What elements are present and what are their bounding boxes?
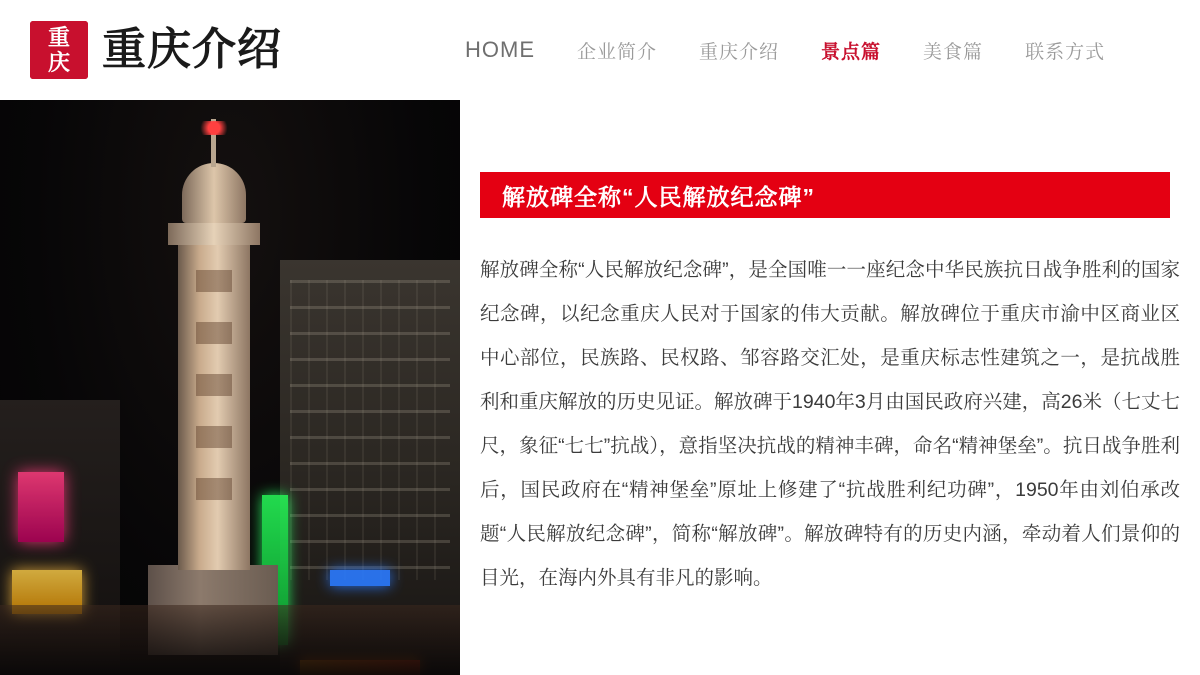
street-crowd: [0, 605, 460, 675]
seal-icon: [30, 21, 88, 79]
monument-photo: [0, 100, 460, 675]
seal-char-bottom: 庆: [47, 50, 70, 75]
monument-top: [182, 163, 246, 223]
site-header: [0, 0, 1200, 100]
page-title: 重庆介绍: [102, 25, 282, 74]
monument-balcony: [168, 223, 260, 245]
nav-item-chongqing[interactable]: 重庆介绍: [699, 41, 780, 63]
nav-item-attractions[interactable]: 景点篇: [821, 41, 882, 63]
neon-sign-pink: [18, 472, 64, 542]
nav-item-contact[interactable]: 联系方式: [1025, 41, 1106, 63]
content-area: [0, 100, 1200, 675]
nav-item-food[interactable]: 美食篇: [923, 41, 984, 63]
seal-char-top: 重: [47, 25, 70, 50]
article-title: 解放碑全称“人民解放纪念碑”: [502, 183, 815, 210]
neon-sign-blue: [330, 570, 390, 586]
monument-star-light: [196, 121, 232, 135]
monument-shaft: [178, 240, 250, 570]
brand-logo-group[interactable]: [30, 21, 282, 79]
nav-item-home[interactable]: HOME: [465, 37, 535, 62]
article-title-bar: [480, 172, 1170, 218]
article-section: [460, 100, 1200, 675]
main-navigation: [465, 0, 1105, 100]
article-body: 解放碑全称“人民解放纪念碑”，是全国唯一一座纪念中华民族抗日战争胜利的国家纪念碑，以纪念重庆人民对于国家的伟大贡献。解放碑位于重庆市渝中区商业区中心部位，民族路、民权路、邹容路交汇处，是重庆标志性建筑之一，是抗战胜利和重庆解放的历史见证。解放碑于1940年3月由国民政府兴建，高26米（七丈七尺，象征“七七”抗战），意指坚决抗战的精神丰碑，命名“精神堡垒”。抗日战争胜利后，国民政府在“精神堡垒”原址上修建了“抗战胜利纪功碑”，1950年由刘伯承改题“人民解放纪念碑”，简称“解放碑”。解放碑特有的历史内涵，牵动着人们景仰的目光，在海内外具有非凡的影响。: [480, 259, 1180, 589]
nav-item-company[interactable]: 企业简介: [577, 41, 658, 63]
